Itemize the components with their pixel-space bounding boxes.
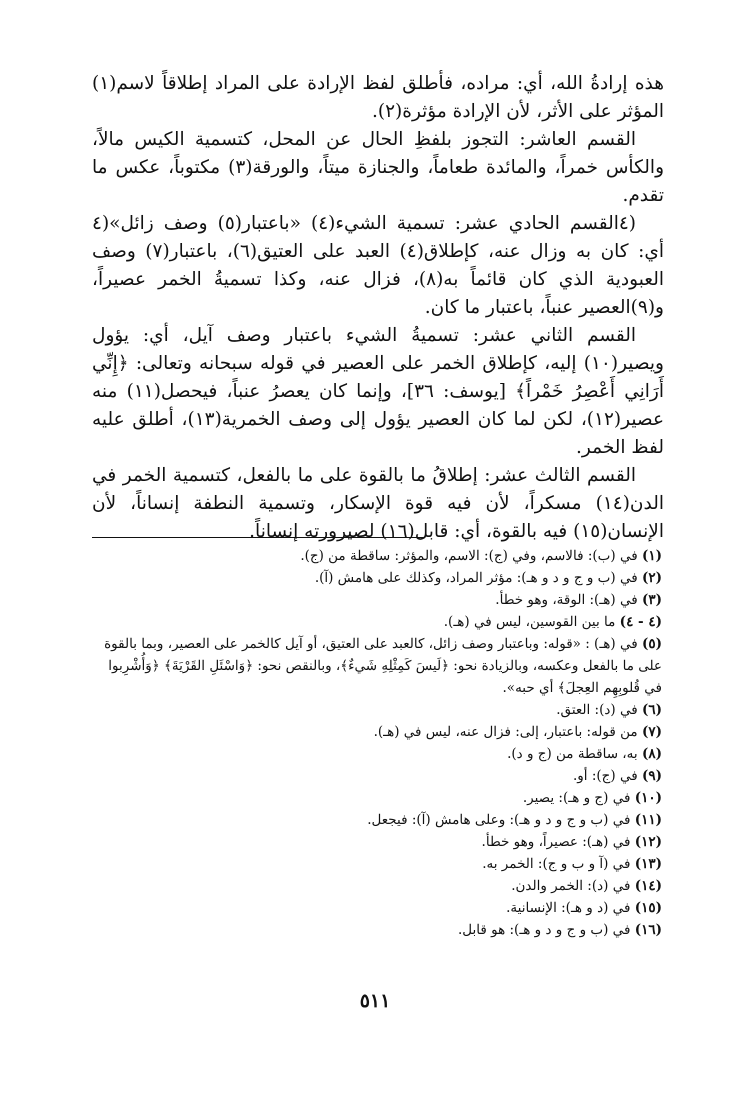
- paragraph-4: القسم الثاني عشر: تسميةُ الشيء باعتبار وصف آيل، أي: يؤول ويصير(١٠) إليه، كإطلاق الخمر على العصير في قوله سبحانه وتعالى: ﴿إِنِّي أَرَانِي أَعْصِرُ خَمْراً﴾ [يوسف: ٣٦]، وإنما كان يعصرُ عنباً، فيحصل(١١) منه عصير(١٢)، لكن لما كان العصير يؤول إلى وصف الخمرية(١٣)، أطلق عليه لفظ الخمر.: [92, 325, 664, 458]
- footnote: (٨) به، ساقطة من (ج و د).: [507, 746, 662, 762]
- footnote: (١٣) في (آ و ب و ج): الخمر به.: [482, 856, 662, 872]
- footnote: (٩) في (ج): أو.: [573, 768, 662, 784]
- main-text: [92, 70, 664, 546]
- paragraph-5: القسم الثالث عشر: إطلاقُ ما بالقوة على ما بالفعل، كتسمية الخمر في الدن(١٤) مسكراً، لأن فيه قوة الإسكار، وتسمية النطفة إنساناً، لأن الإنسان(١٥) فيه بالقوة، أي: قابل(١٦) لصيرورته إنساناً.: [92, 465, 664, 542]
- footnote: (٢) في (ب و ج و د و هـ): مؤثر المراد، وكذلك على هامش (آ).: [314, 570, 662, 586]
- footnote: (١٦) في (ب و ج و د و هـ): هو قابل.: [457, 922, 662, 938]
- footnote: (١) في (ب): فالاسم، وفي (ج): الاسم، والمؤثر: ساقطة من (ج).: [300, 548, 662, 564]
- footnote: (١٥) في (د و هـ): الإنسانية.: [506, 900, 662, 916]
- footnote: (٧) من قوله: باعتبار، إلى: فزال عنه، ليس في (هـ).: [373, 724, 662, 740]
- paragraph-1: هذه إرادةُ الله، أي: مراده، فأطلق لفظ الإرادة على المراد إطلاقاً لاسم(١) المؤثر على الأثر، لأن الإرادة مؤثرة(٢).: [92, 73, 664, 122]
- footnote: (١٤) في (د): الخمر والدن.: [511, 878, 662, 894]
- footnote: (١٠) في (ج و هـ): يصير.: [522, 790, 662, 806]
- footnote: (٤ - ٤) ما بين القوسين، ليس في (هـ).: [443, 614, 662, 630]
- footnote: (٥) في (هـ) : «قوله: وباعتبار وصف زائل، كالعبد على العتيق، أو آيل كالخمر على العصير، وبما بالقوة على ما بالفعل وعكسه، وبالزيادة نحو: ﴿لَيسَ كَمِثْلِهِ شَيءٌ﴾، وبالنقص نحو: ﴿وَاسْئَلِ القَرْيَةَ﴾ ﴿وَأُشْرِبوا في قُلوبِهِم العِجلَ﴾ أي حبه».: [104, 636, 662, 696]
- footnote: (١٢) في (هـ): عصيراً، وهو خطأ.: [481, 834, 662, 850]
- footnote: (٦) في (د): العتق.: [556, 702, 662, 718]
- paragraph-3: (٤القسم الحادي عشر: تسمية الشيء(٤) «باعتبار(٥) وصف زائل»(٤ أي: كان به وزال عنه، كإطلاق(٤) العبد على العتيق(٦)، باعتبار(٧) وصف العبودية الذي كان قائماً به(٨)، فزال عنه، وكذا تسميةُ الخمر عصيراً، و(٩)العصير عنباً، باعتبار ما كان.: [92, 213, 664, 318]
- paragraph-2: القسم العاشر: التجوز بلفظِ الحال عن المحل، كتسمية الكيس مالاً، والكأس خمراً، والمائدة طعاماً، والجنازة ميتاً، والورقة(٣) مكتوباً، عكس ما تقدم.: [92, 129, 664, 206]
- footnote-divider: [92, 537, 424, 538]
- page-number: ٥١١: [359, 990, 391, 1012]
- footnote: (١١) في (ب و ج و د و هـ): وعلى هامش (آ): فيجعل.: [367, 812, 662, 828]
- footnotes: [92, 545, 662, 941]
- footnote: (٣) في (هـ): الوقة، وهو خطأ.: [495, 592, 662, 608]
